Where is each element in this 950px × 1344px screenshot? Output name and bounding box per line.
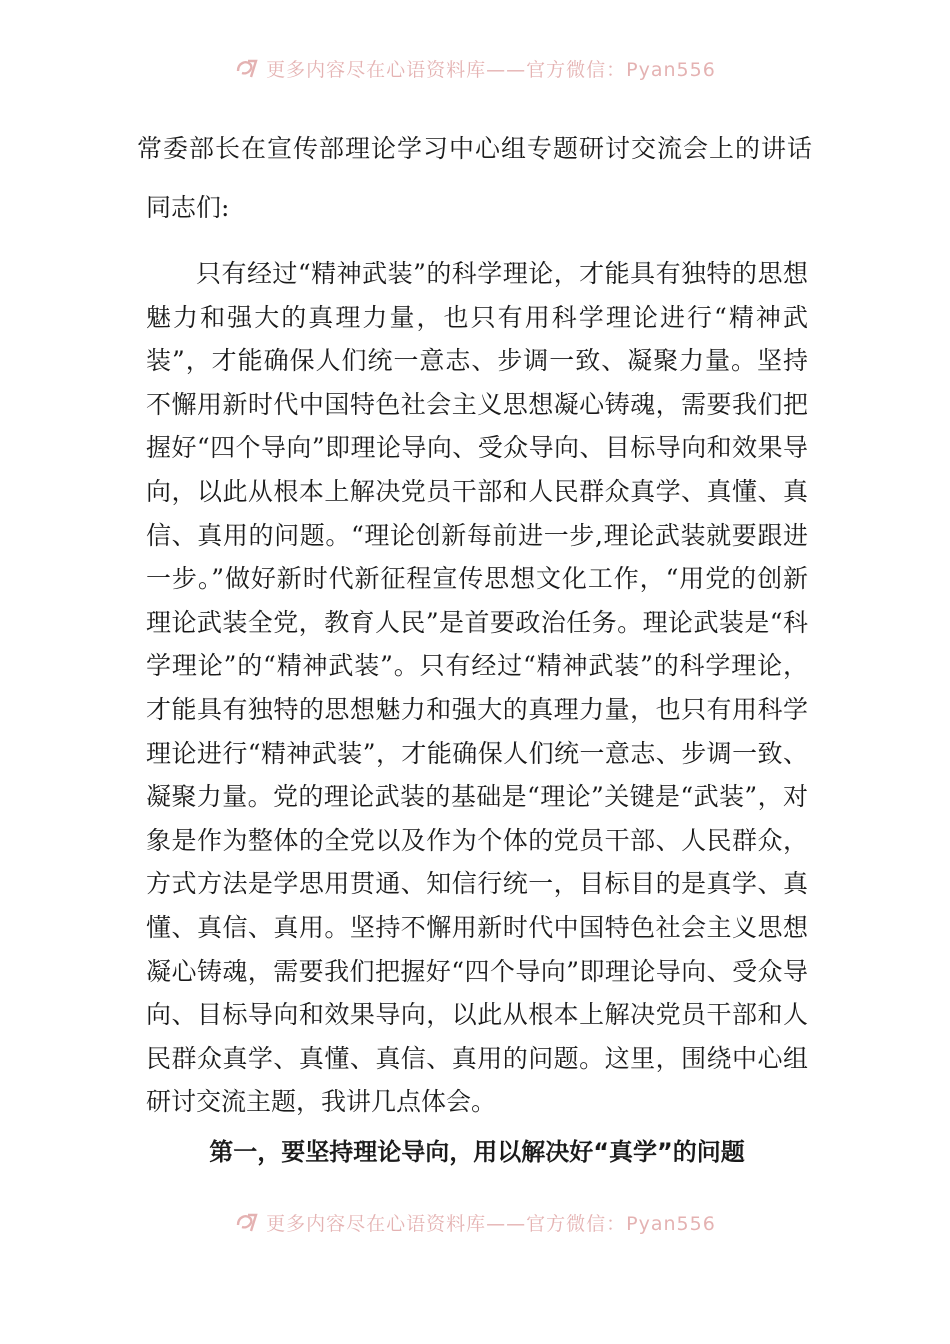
- watermark-logo-icon: [234, 55, 260, 81]
- salutation: 同志们:: [146, 193, 230, 222]
- watermark-logo-icon: [234, 1209, 260, 1235]
- watermark-bottom: [0, 1202, 950, 1242]
- watermark-text: 更多内容尽在心语资料库——官方微信：Pyan556: [266, 58, 716, 81]
- watermark-top: [0, 48, 950, 88]
- section-heading: 第一，要坚持理论导向，用以解决好“真学”的问题: [209, 1138, 745, 1166]
- body-paragraph: 只有经过“精神武装”的科学理论，才能具有独特的思想魅力和强大的真理力量，也只有用科学理论进行“精神武装”，才能确保人们统一意志、步调一致、凝聚力量。坚持不懈用新时代中国特色社会主义思想凝心铸魂，需要我们把握好“四个导向”即理论导向、受众导向、目标导向和效果导向，以此从根本上解决党员干部和人民群众真学、真懂、真信、真用的问题。“理论创新每前进一步,理论武装就要跟进一步。”做好新时代新征程宣传思想文化工作，“用党的创新理论武装全党，教育人民”是首要政治任务。理论武装是“科学理论”的“精神武装”。只有经过“精神武装”的科学理论，才能具有独特的思想魅力和强大的真理力量，也只有用科学理论进行“精神武装”，才能确保人们统一意志、步调一致、凝聚力量。党的理论武装的基础是“理论”关键是“武装”，对象是作为整体的全党以及作为个体的党员干部、人民群众，方式方法是学思用贯通、知信行统一，目标目的是真学、真懂、真信、真用。坚持不懈用新时代中国特色社会主义思想凝心铸魂，需要我们把握好“四个导向”即理论导向、受众导向、目标导向和效果导向，以此从根本上解决党员干部和人民群众真学、真懂、真信、真用的问题。这里，围绕中心组研讨交流主题，我讲几点体会。: [146, 259, 808, 1117]
- document-title: 常委部长在宣传部理论学习中心组专题研讨交流会上的讲话: [136, 134, 813, 163]
- watermark-text: 更多内容尽在心语资料库——官方微信：Pyan556: [266, 1212, 716, 1235]
